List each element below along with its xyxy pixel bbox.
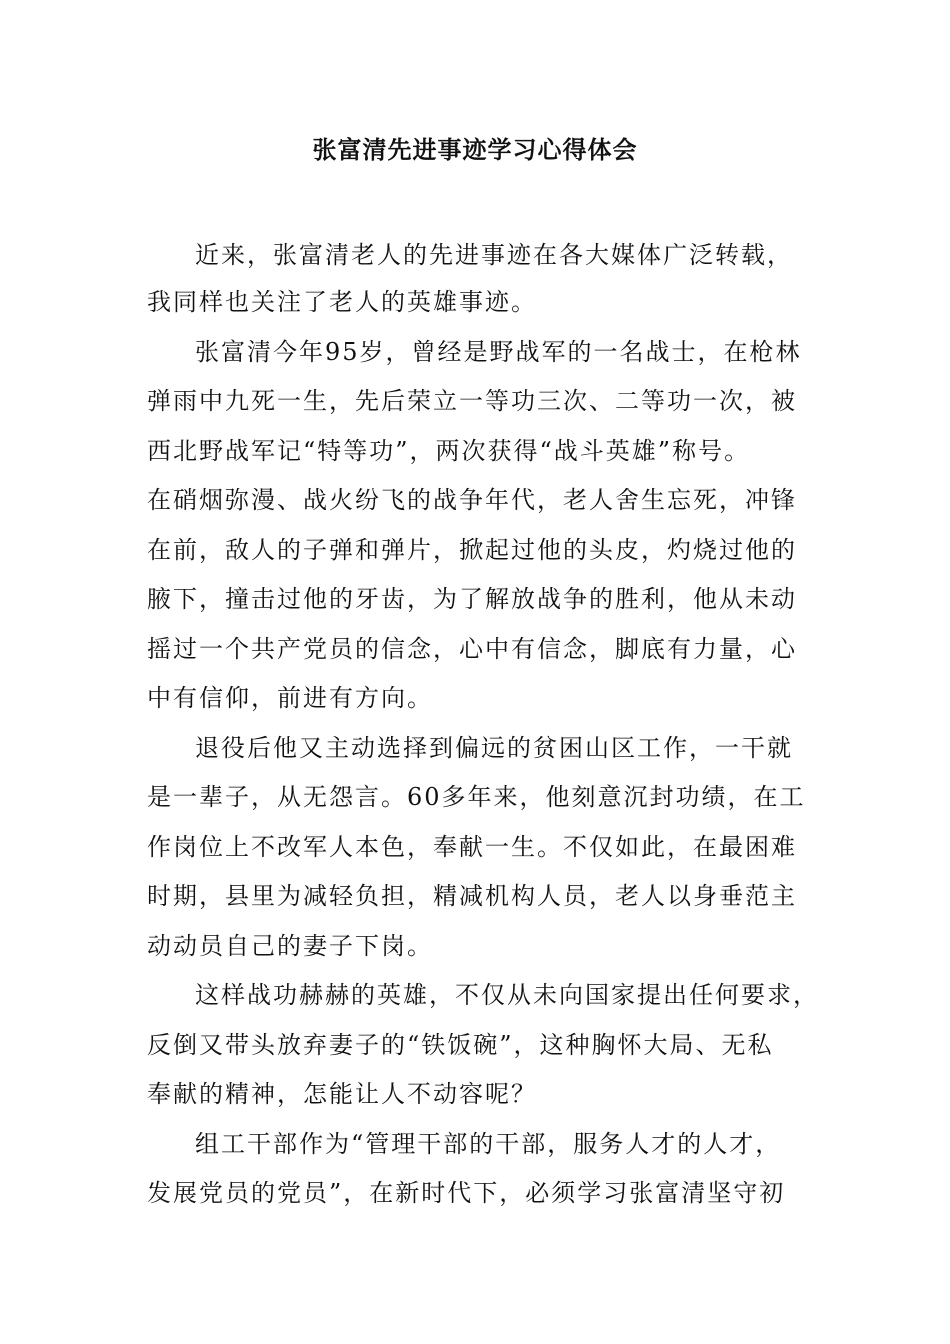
paragraph-line: 作岗位上不改军人本色，奉献一生。不仅如此，在最困难 (147, 833, 797, 861)
paragraph-line: 奉献的精神，怎能让人不动容呢？ (147, 1080, 537, 1108)
paragraph-line: 近来，张富清老人的先进事迹在各大媒体广泛转载， (195, 241, 793, 269)
paragraph-line: 腋下，撞击过他的牙齿，为了解放战争的胜利，他从未动 (147, 585, 797, 613)
paragraph-line: 是一辈子，从无怨言。60多年来，他刻意沉封功绩，在工 (147, 783, 806, 811)
paragraph-line: 退役后他又主动选择到偏远的贫困山区工作，一干就 (195, 734, 793, 762)
paragraph-line: 在前，敌人的子弹和弹片，掀起过他的头皮，灼烧过他的 (147, 536, 797, 564)
paragraph-line: 动动员自己的妻子下岗。 (147, 932, 433, 960)
paragraph-line: 西北野战军记“特等功”，两次获得“战斗英雄”称号。 (147, 437, 751, 465)
paragraph-line: 这样战功赫赫的英雄，不仅从未向国家提出任何要求， (195, 981, 819, 1009)
paragraph-line: 张富清今年95岁，曾经是野战军的一名战士，在枪林 (195, 338, 802, 366)
paragraph-line: 在硝烟弥漫、战火纷飞的战争年代，老人舍生忘死，冲锋 (147, 486, 797, 514)
paragraph-line: 我同样也关注了老人的英雄事迹。 (147, 288, 537, 316)
paragraph-line: 反倒又带头放弃妻子的“铁饭碗”，这种胸怀大局、无私 (147, 1031, 774, 1059)
paragraph-line: 组工干部作为“管理干部的干部，服务人才的人才， (195, 1130, 782, 1158)
paragraph-line: 发展党员的党员”，在新时代下，必须学习张富清坚守初 (147, 1179, 786, 1207)
paragraph-line: 摇过一个共产党员的信念，心中有信念，脚底有力量，心 (147, 635, 797, 663)
document-title: 张富清先进事迹学习心得体会 (312, 135, 638, 164)
paragraph-line: 弹雨中九死一生，先后荣立一等功三次、二等功一次，被 (147, 387, 797, 415)
paragraph-line: 时期，县里为减轻负担，精减机构人员，老人以身垂范主 (147, 882, 797, 910)
paragraph-line: 中有信仰，前进有方向。 (147, 684, 433, 712)
